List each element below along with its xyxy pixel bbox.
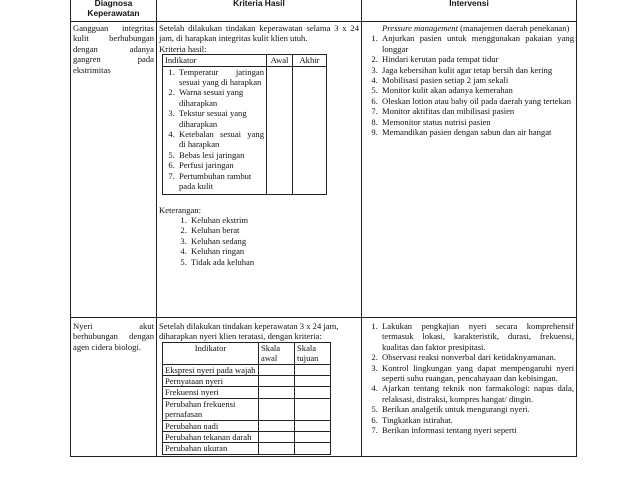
list-item: 1. Anjurkan pasien untuk menggunakan pakaian yang longgar — [380, 33, 574, 54]
akhir-header: Akhir — [293, 55, 327, 66]
list-item: 6. Oleskan lotion atau baby oil pada daerah yang tertekan — [380, 96, 574, 106]
akhir-cell — [293, 66, 327, 194]
list-item: 1. Temperatur jaringan sesuai yang di harapkan — [177, 67, 264, 88]
intervensi-list — [364, 33, 574, 137]
keterangan-list — [159, 215, 359, 267]
keterangan-block — [159, 205, 359, 267]
indicator-name: Perubahan tekanan darah — [163, 432, 259, 443]
header-intervensi: Intervensi — [362, 0, 577, 22]
table-row — [71, 22, 577, 318]
indicator-row — [163, 398, 331, 420]
awal-cell — [267, 66, 293, 194]
list-item: 4. Ajarkan tentang teknik non farmakologi: napas dala, relaksasi, distraksi, kompres hangat/ dingin. — [380, 383, 574, 404]
indicator-row — [163, 364, 331, 375]
list-item: 5. Berikan analgetik untuk mengurangi nyeri. — [380, 404, 574, 414]
list-item: 5. Monitor kulit akan adanya kemerahan — [380, 85, 574, 95]
intervensi-title — [364, 23, 574, 33]
list-item: 2. Warna sesuai yang diharapkan — [177, 87, 264, 108]
intervensi-cell — [362, 318, 577, 457]
list-item: 2. Hindari kerutan pada tempat tidur — [380, 54, 574, 64]
indicator-row — [163, 376, 331, 387]
list-item: 8. Memonitor status nutrisi pasien — [380, 117, 574, 127]
indicator-header: Indikator — [163, 55, 267, 66]
skala-awal-header: Skala awal — [259, 342, 295, 364]
indicator-row — [163, 443, 331, 454]
list-item: 3. Tekstur sesuai yang diharapkan — [177, 108, 264, 129]
kriteria-label: Kriteria hasil: — [159, 43, 207, 54]
list-item: 2. Keluhan berat — [189, 225, 359, 235]
list-item: 3. Jaga kebersihan kulit agar tetap bersih dan kering — [380, 65, 574, 75]
list-item: 3. Keluhan sedang — [189, 236, 359, 246]
table-header-row — [71, 0, 577, 22]
list-item: 4. Mobilisasi pasien setiap 2 jam sekali — [380, 75, 574, 85]
list-item: 4. Ketebalan sesuai yang di harapkan — [177, 129, 264, 150]
indicator-row — [163, 420, 331, 431]
nursing-care-table — [70, 0, 577, 457]
header-kriteria: Kriteria Hasil — [157, 0, 362, 22]
list-item: 7. Monitor aktifitas dan mibilisasi pasien — [380, 106, 574, 116]
indicator-table — [162, 342, 331, 455]
indicator-name: Ekspresi nyeri pada wajah — [163, 364, 259, 375]
indicator-name: Perubahan ukuran — [163, 443, 259, 454]
diagnosa-text: Nyeri akut berhubungan dengan agen cidera biologi. — [73, 321, 154, 352]
list-item: 2. Observasi reaksi nonverbal dari ketidaknyamanan. — [380, 352, 574, 362]
keterangan-label: Keterangan: — [159, 204, 201, 215]
list-item: 6. Perfusi jaringan — [177, 160, 264, 170]
intervensi-title-rest: (manajemen daerah penekanan) — [457, 23, 570, 33]
intervensi-list — [364, 321, 574, 435]
indicator-list-cell — [163, 66, 267, 194]
awal-header: Awal — [267, 55, 293, 66]
list-item: 7. Pertumbuhan rambut pada kulit — [177, 171, 264, 192]
indicator-name: Perubahan frekuensi pernafasan — [163, 398, 259, 420]
kriteria-cell — [157, 22, 362, 318]
indicator-header-row — [163, 342, 331, 364]
kriteria-intro: Setelah dilakukan tindakan keperawatan 3 x 24 jam, diharapkan nyeri klien teratasi, dengan kriteria: — [159, 321, 339, 342]
list-item: 3. Kontrol lingkungan yang dapat mempengaruhi nyeri seperti suhu ruangan, pencahayaan dan kebisingan. — [380, 363, 574, 384]
list-item: 5. Bebas lesi jaringan — [177, 150, 264, 160]
intervensi-cell — [362, 22, 577, 318]
skala-tujuan-header: Skala tujuan — [295, 342, 331, 364]
list-item: 7. Berikan informasi tentang nyeri seperti — [380, 425, 574, 435]
table-row — [71, 318, 577, 457]
kriteria-intro: Setelah dilakukan tindakan keperawatan selama 3 x 24 jam, di harapkan integritas kulit klien utuh. — [159, 23, 359, 44]
list-item: 5. Tidak ada keluhan — [189, 257, 359, 267]
indicator-list — [165, 67, 264, 192]
kriteria-cell — [157, 318, 362, 457]
header-diagnosa: Diagnosa Keperawatan — [71, 0, 157, 22]
diagnosa-cell — [71, 22, 157, 318]
list-item: 4. Keluhan ringan — [189, 246, 359, 256]
list-item: 6. Tingkatkan istirahat. — [380, 415, 574, 425]
indicator-name: Frekuensi nyeri — [163, 387, 259, 398]
list-item: 1. Lakukan pengkajian nyeri secara komprehensif termasuk lokasi, karakteristik, durasi, frekuensi, kualitas dan faktor presipitasi. — [380, 321, 574, 352]
indicator-body-row — [163, 66, 327, 194]
indicator-table — [162, 54, 327, 194]
list-item: 1. Keluhan ekstrim — [189, 215, 359, 225]
indicator-row — [163, 432, 331, 443]
indicator-header: Indikator — [163, 342, 259, 364]
indicator-row — [163, 387, 331, 398]
indicator-name: Perubahan nadi — [163, 420, 259, 431]
diagnosa-text: Gangguan integritas kulit berhubungan dengan adanya gangren pada ekstrimitas — [73, 23, 154, 75]
indicator-header-row — [163, 55, 327, 66]
indicator-name: Pernyataan nyeri — [163, 376, 259, 387]
diagnosa-cell — [71, 318, 157, 457]
intervensi-title-italic: Pressure management — [382, 23, 458, 33]
list-item: 9. Memandikan pasien dengan sabun dan air hangat — [380, 127, 574, 137]
